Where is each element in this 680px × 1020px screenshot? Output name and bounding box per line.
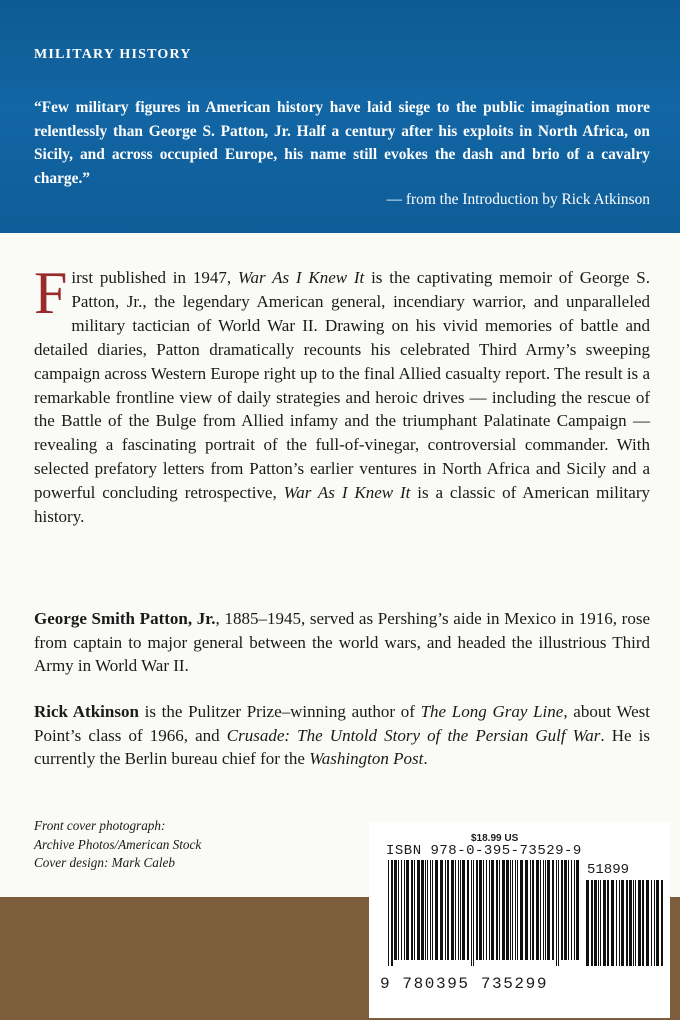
barcode-bar [460, 860, 461, 960]
barcode-bar [600, 880, 601, 966]
barcode-bar [421, 860, 424, 960]
barcode-bar [626, 880, 628, 966]
barcode-bar [530, 860, 531, 960]
barcode-bar [486, 860, 487, 960]
barcode-bar [591, 880, 593, 966]
barcode-bar [515, 860, 516, 960]
quote-attribution: — from the Introduction by Rick Atkinson [386, 191, 650, 208]
atkinson-name: Rick Atkinson [34, 702, 139, 721]
book-title: War As I Knew It [283, 483, 411, 503]
barcode-bar [561, 860, 563, 960]
ean-digits: 9 780395 735299 [380, 975, 549, 993]
barcode-bar [654, 880, 655, 966]
barcode-bar [545, 860, 546, 960]
barcode-bar [556, 860, 557, 966]
barcode-bar [499, 860, 500, 960]
category-label: MILITARY HISTORY [34, 47, 192, 62]
barcode-bar [520, 860, 523, 960]
description-text-1: irst published in 1947, [71, 268, 238, 287]
description-paragraph [34, 260, 650, 529]
barcode-bar [540, 860, 541, 960]
ean-barcode [387, 860, 579, 968]
barcode-bar [558, 860, 559, 966]
addon-barcode [585, 880, 665, 970]
patton-bio-text: , 1885–1945, served as Pershing’s aide in Mexico in 1916, rose from captain to major general between the world wars, and headed the illustrious Third Army in World War II. [34, 609, 650, 676]
barcode-bar [532, 860, 534, 960]
barcode-bar [502, 860, 505, 960]
price-label: $18.99 US [471, 833, 519, 844]
atkinson-bio-text: is the Pulitzer Prize–winning author of [138, 702, 421, 721]
barcode-bar [458, 860, 459, 960]
barcode-bar [552, 860, 554, 960]
book-title: The Long Gray Line [420, 702, 564, 721]
atkinson-bio [34, 700, 650, 771]
barcode-bar [467, 860, 469, 960]
barcode-bar [445, 860, 446, 960]
barcode-bar [598, 880, 599, 966]
barcode-bar [638, 880, 641, 966]
barcode-bar [404, 860, 405, 960]
barcode-bar [430, 860, 431, 960]
barcode-bar [633, 880, 634, 966]
cover-credits [34, 817, 201, 873]
patton-name: George Smith Patton, Jr. [34, 609, 216, 628]
barcode-bar [635, 880, 636, 966]
barcode-bar [435, 860, 438, 960]
barcode-bar [411, 860, 413, 960]
book-title: War As I Knew It [237, 268, 365, 287]
barcode-bar [607, 880, 609, 966]
barcode-bar [506, 860, 509, 960]
barcode-bar [525, 860, 528, 960]
atkinson-bio-text: . He is currently the Berlin bureau chief for the [34, 725, 651, 769]
barcode-bar [603, 880, 606, 966]
barcode-bar [491, 860, 494, 960]
barcode-bar [473, 860, 474, 966]
barcode-bar [471, 860, 472, 966]
barcode-bar [616, 880, 617, 966]
barcode-bar [564, 860, 567, 960]
barcode-bar [417, 860, 420, 960]
isbn-label: ISBN 978-0-395-73529-9 [386, 843, 582, 859]
barcode-bar [517, 860, 518, 960]
drop-cap: F [34, 260, 68, 326]
barcode-bar [621, 880, 624, 966]
barcode-bar [406, 860, 409, 960]
addon-digits: 51899 [587, 862, 630, 878]
barcode-bar [479, 860, 482, 960]
description-text-3: is a classic of American military history. [34, 483, 650, 527]
barcode-bar [576, 860, 579, 960]
barcode-bar [543, 860, 544, 960]
credit-line: Cover design: Mark Caleb [34, 855, 176, 871]
barcode-bar [656, 880, 659, 966]
publication-name: Washington Post [309, 749, 424, 769]
description-text-2: is the captivating memoir of George S. Patton, Jr., the legendary American general, incendiary warrior, and unparalleled military tactician of World War II. Drawing on his vivid memories of battle and detailed diaries, Patton dramatically recounts his celebrated Third Army’s sweeping campaign across Western Europe right up to the final Allied casualty report. The result is a remarkable frontline view of daily strategies and heroic drives — including the rescue of the Battle of the Bulge from Allied infamy and the triumphant Palatinate Campaign — revealing a fascinating portrait of the full-of-vinegar, controversial commander. With selected prefatory letters from Patton’s earlier ventures in North Africa and Sicily and a powerful concluding retrospective, [34, 268, 650, 503]
pull-quote: “Few military figures in American history have laid siege to the public imagination more relentlessly than George S. Patton, Jr. Half a century after his exploits in North Africa, on Sicily, and across occupied Europe, his name still evokes the dash and brio of a cavalry charge.” [34, 99, 650, 187]
barcode-bar [391, 860, 393, 966]
credit-line: Front cover photograph: [34, 818, 166, 833]
barcode-bar [646, 880, 649, 966]
barcode-bar [455, 860, 456, 960]
barcode-bar [571, 860, 572, 960]
book-title: Crusade: The Untold Story of the Persian Gulf War [226, 725, 601, 745]
barcode-bar [496, 860, 498, 960]
barcode-bar [401, 860, 402, 960]
barcode-bar [512, 860, 513, 960]
barcode-bar [398, 860, 399, 960]
barcode-bar [642, 880, 644, 966]
patton-bio [34, 607, 650, 678]
barcode-bar [427, 860, 428, 960]
barcode-bar [510, 860, 511, 960]
barcode-bar [483, 860, 484, 960]
barcode-bar [611, 880, 614, 966]
barcode-bar [568, 860, 569, 960]
barcode-bar [432, 860, 433, 960]
barcode-bar [451, 860, 454, 960]
atkinson-bio-text: , about West Point’s class of 1966, and [34, 702, 651, 745]
barcode-bar [447, 860, 449, 960]
barcode-bar [440, 860, 443, 960]
barcode-bar [414, 860, 415, 960]
barcode-bar [574, 860, 575, 960]
barcode-bar [476, 860, 478, 960]
barcode-bar [394, 860, 397, 960]
barcode-bar [425, 860, 426, 960]
barcode-bar [547, 860, 550, 960]
atkinson-bio-text: . [423, 749, 428, 769]
credit-line: Archive Photos/American Stock [34, 836, 202, 852]
barcode-bar [536, 860, 539, 960]
barcode-bar [489, 860, 490, 960]
barcode-bar [661, 880, 663, 966]
barcode-bar [388, 860, 389, 966]
barcode-bar [586, 880, 589, 966]
barcode-bar [629, 880, 632, 966]
barcode-bar [594, 880, 597, 966]
barcode-bar [619, 880, 620, 966]
barcode-bar [462, 860, 465, 960]
barcode-bar [651, 880, 652, 966]
